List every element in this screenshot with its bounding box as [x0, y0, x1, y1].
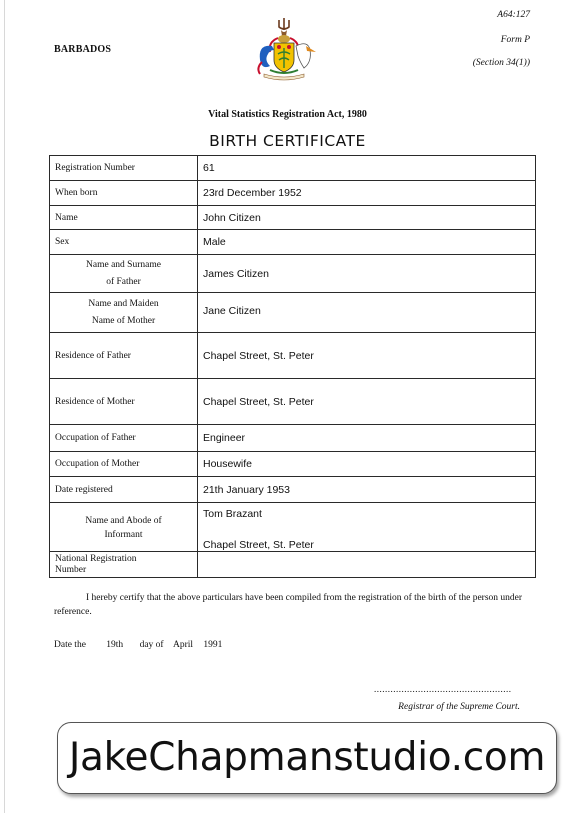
row-label: Name [50, 206, 198, 230]
row-label: Residence of Mother [50, 379, 198, 425]
act-title: Vital Statistics Registration Act, 1980 [208, 109, 367, 120]
table-row [50, 156, 536, 181]
country-name: BARBADOS [54, 44, 112, 55]
table-row [50, 255, 536, 293]
registrar-title: Registrar of the Supreme Court. [398, 702, 520, 712]
watermark-banner: JakeChapmanstudio.com [57, 722, 557, 794]
row-label-line: Name and Abode of [85, 516, 162, 526]
table-row [50, 503, 536, 552]
date-prefix: Date the [54, 640, 86, 650]
reference-code: A64:127 [497, 10, 530, 20]
issue-day: 19th [106, 640, 124, 650]
table-row [50, 425, 536, 452]
row-label [50, 293, 198, 333]
page-edge [4, 0, 5, 813]
row-label: Sex [50, 230, 198, 255]
birth-date-value: 23rd December 1952 [198, 181, 536, 206]
national-registration-value [198, 552, 536, 578]
row-label-line: Name of Mother [91, 315, 156, 326]
issue-month: April [172, 640, 194, 650]
row-label: Residence of Father [50, 333, 198, 379]
father-occupation-value: Engineer [198, 425, 536, 452]
row-label: Registration Number [50, 156, 198, 181]
certification-text: I hereby certify that the above particulars have been compiled from the registration of the birth of the person under reference. [54, 593, 523, 617]
table-row [50, 452, 536, 477]
registration-number-value: 61 [198, 156, 536, 181]
table-row [50, 206, 536, 230]
row-label-line: National Registration [55, 553, 137, 564]
informant-name: Tom Brazant [203, 508, 262, 520]
section-ref: (Section 34(1)) [472, 58, 530, 68]
issue-date-line [54, 640, 222, 650]
mother-residence-value: Chapel Street, St. Peter [198, 379, 536, 425]
row-label-line: Name and Maiden [88, 298, 159, 309]
father-name-value: James Citizen [198, 255, 536, 293]
row-label [50, 552, 198, 578]
table-row [50, 552, 536, 578]
mother-name-value: Jane Citizen [198, 293, 536, 333]
informant-value [198, 503, 536, 552]
row-label: Date registered [50, 477, 198, 503]
registration-table [49, 155, 536, 578]
day-of-text: day of [139, 640, 164, 650]
form-id: Form P [500, 35, 530, 45]
table-row [50, 379, 536, 425]
issue-year: 1991 [203, 640, 223, 650]
table-row [50, 477, 536, 503]
mother-occupation-value: Housewife [198, 452, 536, 477]
row-label: Occupation of Father [50, 425, 198, 452]
informant-abode: Chapel Street, St. Peter [203, 539, 314, 551]
row-label-line: Number [55, 564, 87, 575]
row-label-line: of Father [106, 276, 141, 287]
table-row [50, 333, 536, 379]
barbados-coat-of-arms-icon [250, 16, 318, 86]
father-residence-value: Chapel Street, St. Peter [198, 333, 536, 379]
table-row [50, 181, 536, 206]
table-row [50, 230, 536, 255]
row-label: Occupation of Mother [50, 452, 198, 477]
table-row [50, 293, 536, 333]
row-label-line: Informant [104, 530, 143, 540]
row-label: When born [50, 181, 198, 206]
child-name-value: John Citizen [198, 206, 536, 230]
row-label [50, 503, 198, 552]
signature-line: .................................................. [374, 684, 512, 694]
certificate-title: BIRTH CERTIFICATE [209, 132, 366, 150]
row-label [50, 255, 198, 293]
sex-value: Male [198, 230, 536, 255]
date-registered-value: 21th January 1953 [198, 477, 536, 503]
row-label-line: Name and Surname [86, 259, 161, 270]
